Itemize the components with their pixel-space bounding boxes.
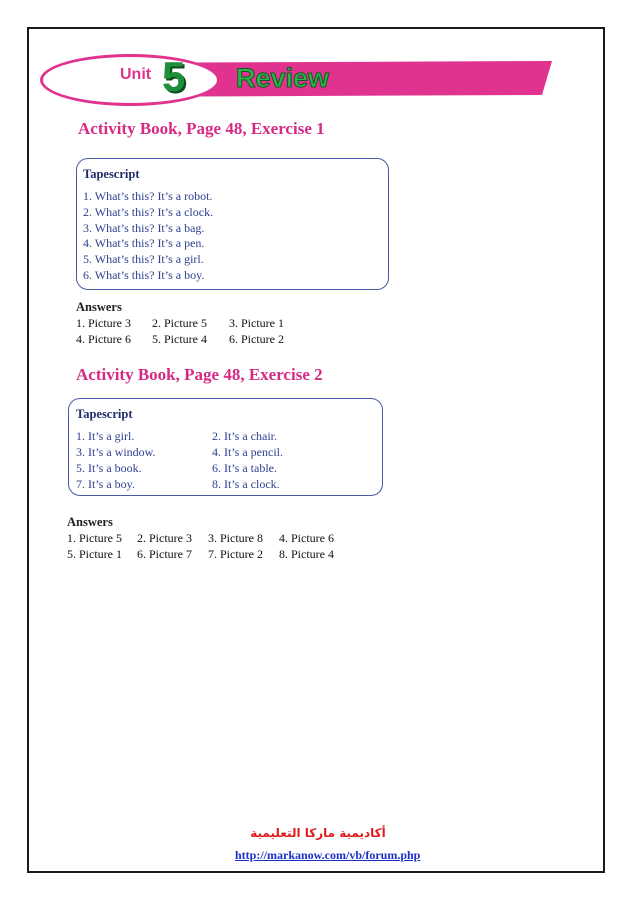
exercise1-answer: 3. Picture 1	[229, 316, 284, 330]
exercise2-answer: 6. Picture 7	[137, 547, 192, 561]
exercise2-line: 4. It’s a pencil.	[212, 445, 283, 459]
unit-number: 5	[162, 53, 186, 100]
exercise2-line: 2. It’s a chair.	[212, 429, 277, 443]
exercise2-line: 6. It’s a table.	[212, 461, 277, 475]
exercise1-answer: 6. Picture 2	[229, 332, 284, 346]
footer-link[interactable]: http://markanow.com/vb/forum.php	[235, 848, 421, 862]
exercise2-line: 7. It’s a boy.	[76, 477, 135, 491]
exercise1-line: 3. What’s this? It’s a bag.	[83, 221, 205, 235]
exercise1-line: 5. What’s this? It’s a girl.	[83, 252, 204, 266]
review-title: Review	[236, 63, 330, 93]
exercise1-answer: 1. Picture 3	[76, 316, 131, 330]
exercise2-answer: 7. Picture 2	[208, 547, 263, 561]
exercise2-line: 5. It’s a book.	[76, 461, 142, 475]
exercise1-title: Activity Book, Page 48, Exercise 1	[78, 119, 325, 138]
exercise1-line: 2. What’s this? It’s a clock.	[83, 205, 214, 219]
exercise2-line: 3. It’s a window.	[76, 445, 156, 459]
footer-arabic-text: أكاديمية ماركا التعليمية	[250, 826, 386, 840]
exercise1-line: 6. What’s this? It’s a boy.	[83, 268, 205, 282]
exercise1-answer: 4. Picture 6	[76, 332, 131, 346]
exercise1-answer: 5. Picture 4	[152, 332, 207, 346]
exercise1-tapescript-label: Tapescript	[83, 167, 140, 181]
exercise1-line: 1. What’s this? It’s a robot.	[83, 189, 213, 203]
exercise2-answer: 2. Picture 3	[137, 531, 192, 545]
unit-label: Unit	[120, 66, 152, 83]
exercise2-title: Activity Book, Page 48, Exercise 2	[76, 365, 323, 384]
exercise2-answer: 4. Picture 6	[279, 531, 334, 545]
exercise2-line: 1. It’s a girl.	[76, 429, 135, 443]
exercise2-answer: 1. Picture 5	[67, 531, 122, 545]
exercise2-answers-label: Answers	[67, 515, 113, 529]
exercise2-tapescript-label: Tapescript	[76, 407, 133, 421]
exercise2-answer: 5. Picture 1	[67, 547, 122, 561]
exercise2-answer: 3. Picture 8	[208, 531, 263, 545]
exercise2-line: 8. It’s a clock.	[212, 477, 280, 491]
exercise2-answer: 8. Picture 4	[279, 547, 334, 561]
exercise1-answer: 2. Picture 5	[152, 316, 207, 330]
exercise1-line: 4. What’s this? It’s a pen.	[83, 236, 205, 250]
exercise1-answers-label: Answers	[76, 300, 122, 314]
